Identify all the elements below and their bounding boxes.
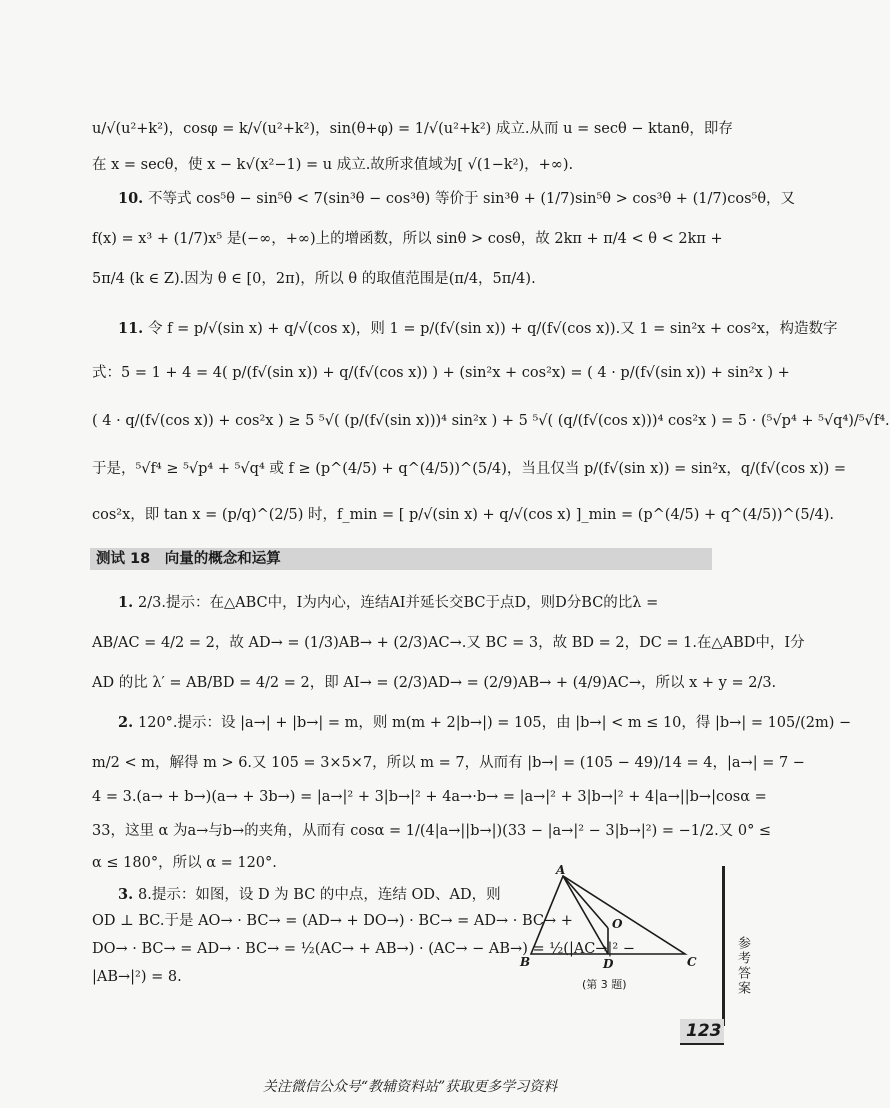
text-line: AB/AC = 4/2 = 2，故 AD→ = (1/3)AB→ + (2/3)AC→.又 BC = 3，故 BD = 2，DC = 1.在△ABD中，I分 bbox=[92, 635, 805, 651]
label-d: D bbox=[603, 957, 614, 971]
text-line: OD ⊥ BC.于是 AO→ · BC→ = (AD→ + DO→) · BC→ = AD→ · BC→ + bbox=[92, 913, 573, 929]
segment-ad bbox=[563, 876, 608, 954]
problem-number: 1. bbox=[118, 594, 134, 611]
text-line: 120°.提示：设 |a→| + |b→| = m，则 m(m + 2|b→|) = 105，由 |b→| < m ≤ 10，得 |b→| = 105/(2m) − bbox=[138, 715, 852, 731]
text-line: 5π/4 (k ∈ Z).因为 θ ∈ [0，2π)，所以 θ 的取值范围是(π/4，5π/4). bbox=[92, 271, 536, 287]
text-line: DO→ · BC→ = AD→ · BC→ = ½(AC→ + AB→) · (AC→ − AB→) = ½(|AC→|² − bbox=[92, 941, 635, 957]
margin-rule bbox=[722, 866, 725, 1026]
footer-note: 关注微信公众号“教辅资料站”获取更多学习资料 bbox=[262, 1079, 558, 1095]
text-line: 33，这里 α 为a→与b→的夹角，从而有 cosα = 1/(4|a→||b→|)(33 − |a→|² − 3|b→|²) = −1/2.又 0° ≤ bbox=[92, 823, 772, 839]
text-line: α ≤ 180°，所以 α = 120°. bbox=[92, 855, 277, 871]
side-tab-label: 参考答案 bbox=[735, 936, 750, 996]
figure-caption: (第 3 题) bbox=[582, 978, 627, 991]
triangle-diagram bbox=[515, 862, 710, 997]
text-line: cos²x，即 tan x = (p/q)^(2/5) 时，f_min = [ p/√(sin x) + q/√(cos x) ]_min = (p^(4/5) + q^(4/5))^(5/4). bbox=[92, 507, 834, 523]
text-line: 令 f = p/√(sin x) + q/√(cos x)，则 1 = p/(f√(sin x)) + q/(f√(cos x)).又 1 = sin²x + cos²x，构造数字 bbox=[148, 321, 838, 337]
text-line: 4 = 3.(a→ + b→)(a→ + 3b→) = |a→|² + 3|b→|² + 4a→·b→ = |a→|² + 3|b→|² + 4|a→||b→|cosα = bbox=[92, 789, 767, 805]
label-o: O bbox=[612, 917, 623, 931]
text-line: |AB→|²) = 8. bbox=[92, 969, 182, 985]
label-a: A bbox=[556, 863, 566, 877]
text-line: f(x) = x³ + (1/7)x⁵ 是(−∞，+∞)上的增函数，所以 sinθ > cosθ，故 2kπ + π/4 < θ < 2kπ + bbox=[92, 231, 723, 247]
problem-number: 10. bbox=[118, 190, 144, 207]
section-title: 测试 18 向量的概念和运算 bbox=[96, 551, 281, 567]
text-line: 2/3.提示：在△ABC中，I为内心，连结AI并延长交BC于点D，则D分BC的比λ = bbox=[138, 595, 659, 611]
label-c: C bbox=[687, 955, 697, 969]
text-line: AD 的比 λ′ = AB/BD = 4/2 = 2，即 AI→ = (2/3)AD→ = (2/9)AB→ + (4/9)AC→，所以 x + y = 2/3. bbox=[92, 675, 777, 691]
text-line: 不等式 cos⁵θ − sin⁵θ < 7(sin³θ − cos³θ) 等价于 sin³θ + (1/7)sin⁵θ > cos³θ + (1/7)cos⁵θ，又 bbox=[148, 191, 796, 207]
text-line: 在 x = secθ，使 x − k√(x²−1) = u 成立.故所求值域为[ √(1−k²)，+∞). bbox=[92, 157, 574, 173]
text-line: 于是，⁵√f⁴ ≥ ⁵√p⁴ + ⁵√q⁴ 或 f ≥ (p^(4/5) + q^(4/5))^(5/4)，当且仅当 p/(f√(sin x)) = sin²x，q/(f√(cos x)) = bbox=[92, 461, 847, 477]
problem-number: 11. bbox=[118, 320, 144, 337]
text-line: 式：5 = 1 + 4 = 4( p/(f√(sin x)) + q/(f√(cos x)) ) + (sin²x + cos²x) = ( 4 · p/(f√(sin x)) + sin²x ) + bbox=[92, 365, 790, 381]
text-line: 8.提示：如图，设 D 为 BC 的中点，连结 OD、AD，则 bbox=[138, 887, 501, 903]
segment-ao bbox=[563, 876, 608, 928]
text-line: ( 4 · q/(f√(cos x)) + cos²x ) ≥ 5 ⁵√( (p/(f√(sin x)))⁴ sin²x ) + 5 ⁵√( (q/(f√(cos x)))⁴ cos²x ) = 5 · (⁵√p⁴ + ⁵√q⁴)/⁵√f⁴. bbox=[92, 413, 890, 429]
label-b: B bbox=[520, 955, 531, 969]
problem-number: 3. bbox=[118, 886, 134, 903]
text-line: u/√(u²+k²)，cosφ = k/√(u²+k²)，sin(θ+φ) = 1/√(u²+k²) 成立.从而 u = secθ − ktanθ，即存 bbox=[92, 121, 733, 137]
text-line: m/2 < m，解得 m > 6.又 105 = 3×5×7，所以 m = 7，从而有 |b→| = (105 − 49)/14 = 4，|a→| = 7 − bbox=[92, 755, 805, 771]
page-number: 123 bbox=[686, 1021, 722, 1041]
geometry-figure bbox=[515, 862, 710, 997]
problem-number: 2. bbox=[118, 714, 134, 731]
